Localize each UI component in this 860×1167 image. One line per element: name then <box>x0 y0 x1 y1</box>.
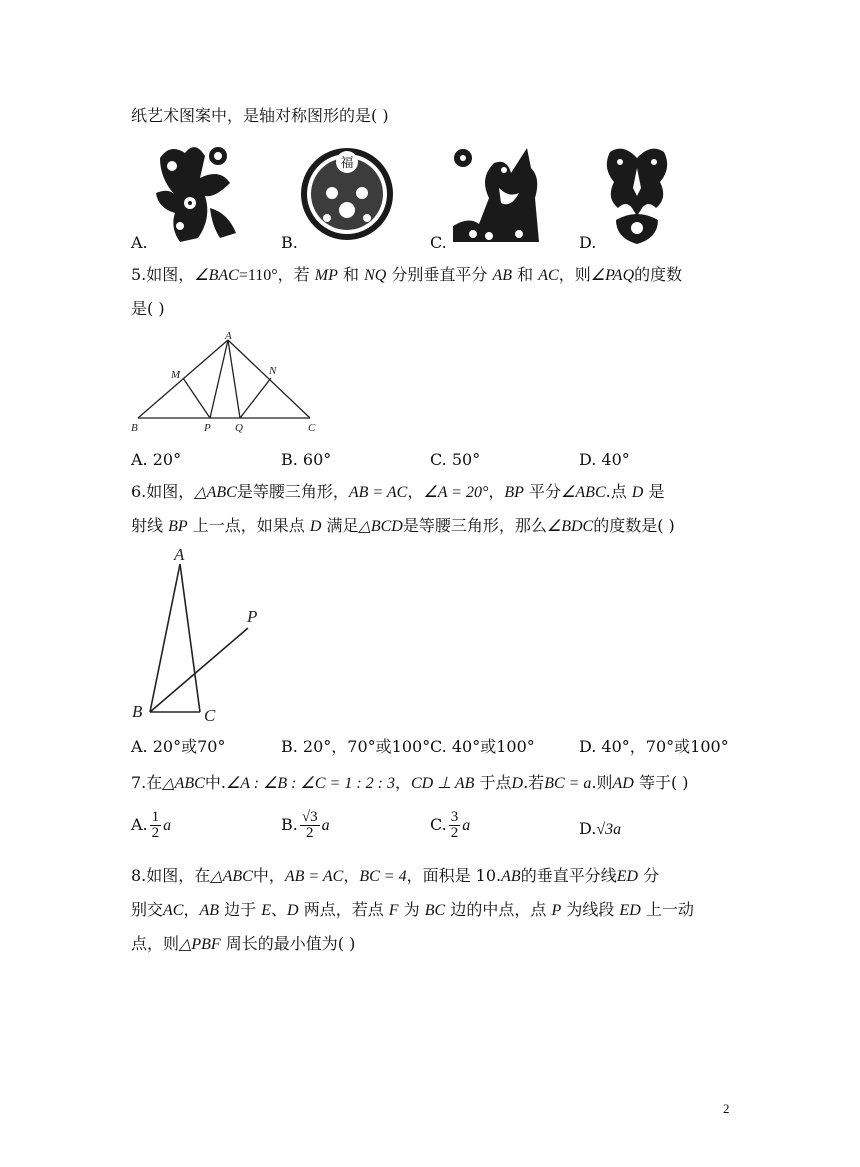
paper-cut-magpie-plum-icon <box>449 138 547 246</box>
q5-triangle-figure <box>128 330 318 438</box>
q6-option-b[interactable]: B. 20°，70°或100° <box>281 737 431 756</box>
q7-option-c[interactable]: C. $\frac{3}{2}$ a <box>430 809 471 841</box>
q4-stem-tail: 纸艺术图案中，是轴对称图形的是( ) <box>131 106 389 125</box>
q5-option-b[interactable]: B. 60° <box>281 450 332 469</box>
q6-option-c[interactable]: C. 40°或100° <box>430 737 535 756</box>
q8-stem-line1: 8.如图，在△ABC中，AB = AC，BC = 4，面积是 10.AB的垂直平分线ED 分 <box>131 866 660 885</box>
paper-cut-bird-flowers-icon <box>150 138 242 246</box>
q5-stem-line1: 5.如图，∠BAC=110°，若 MP 和 NQ 分别垂直平分 AB 和 AC，则∠PAQ的度数 <box>131 265 683 284</box>
q5-stem-line2: 是( ) <box>131 299 165 318</box>
q7-option-d[interactable]: D.√3a <box>579 819 622 838</box>
q6-label-b: B <box>132 702 143 721</box>
q5-option-a[interactable]: A. 20° <box>131 450 182 469</box>
q8-stem-line2: 别交AC，AB 边于 E、D 两点，若点 F 为 BC 边的中点，点 P 为线段 ED 上一动 <box>131 900 694 919</box>
q5-option-c[interactable]: C. 50° <box>430 450 481 469</box>
q7-option-b[interactable]: B. $\frac{√3}{2}$ a <box>281 809 330 841</box>
q5-label-n: N <box>269 365 277 377</box>
q5-label-c: C <box>308 422 316 434</box>
paper-cut-round-fu-medallion-icon <box>297 138 397 246</box>
q6-option-d[interactable]: D. 40°，70°或100° <box>579 737 729 756</box>
q5-label-b: B <box>131 422 138 434</box>
paper-cut-twin-phoenix-icon <box>598 138 676 246</box>
q5-option-d[interactable]: D. 40° <box>579 450 630 469</box>
q6-option-a[interactable]: A. 20°或70° <box>131 737 226 756</box>
q6-label-a: A <box>174 545 185 564</box>
q6-triangle-figure <box>128 540 268 726</box>
q6-label-c: C <box>204 706 216 725</box>
fu-character: 福 <box>340 156 354 171</box>
q4-option-d[interactable]: D. <box>579 233 597 252</box>
q7-stem: 7.在△ABC中.∠A : ∠B : ∠C = 1 : 2 : 3，CD ⊥ AB 于点D.若BC = a.则AD 等于( ) <box>131 773 689 792</box>
q5-label-a: A <box>225 330 232 342</box>
q7-option-a[interactable]: A. $\frac{1}{2}$ a <box>131 809 172 841</box>
q6-label-p: P <box>247 607 258 626</box>
q5-label-p: P <box>204 422 211 434</box>
q4-option-c[interactable]: C. <box>430 233 447 252</box>
q5-label-q: Q <box>235 422 243 434</box>
q6-stem-line2: 射线 BP 上一点，如果点 D 满足△BCD是等腰三角形，那么∠BDC的度数是( ) <box>131 516 675 535</box>
q4-option-b[interactable]: B. <box>281 233 298 252</box>
q6-stem-line1: 6.如图，△ABC是等腰三角形，AB = AC，∠A = 20°，BP 平分∠ABC.点 D 是 <box>131 482 665 501</box>
page-number: 2 <box>723 1101 730 1116</box>
q4-option-a[interactable]: A. <box>131 233 148 252</box>
q5-label-m: M <box>171 369 181 381</box>
q8-stem-line3: 点，则△PBF 周长的最小值为( ) <box>131 934 356 953</box>
